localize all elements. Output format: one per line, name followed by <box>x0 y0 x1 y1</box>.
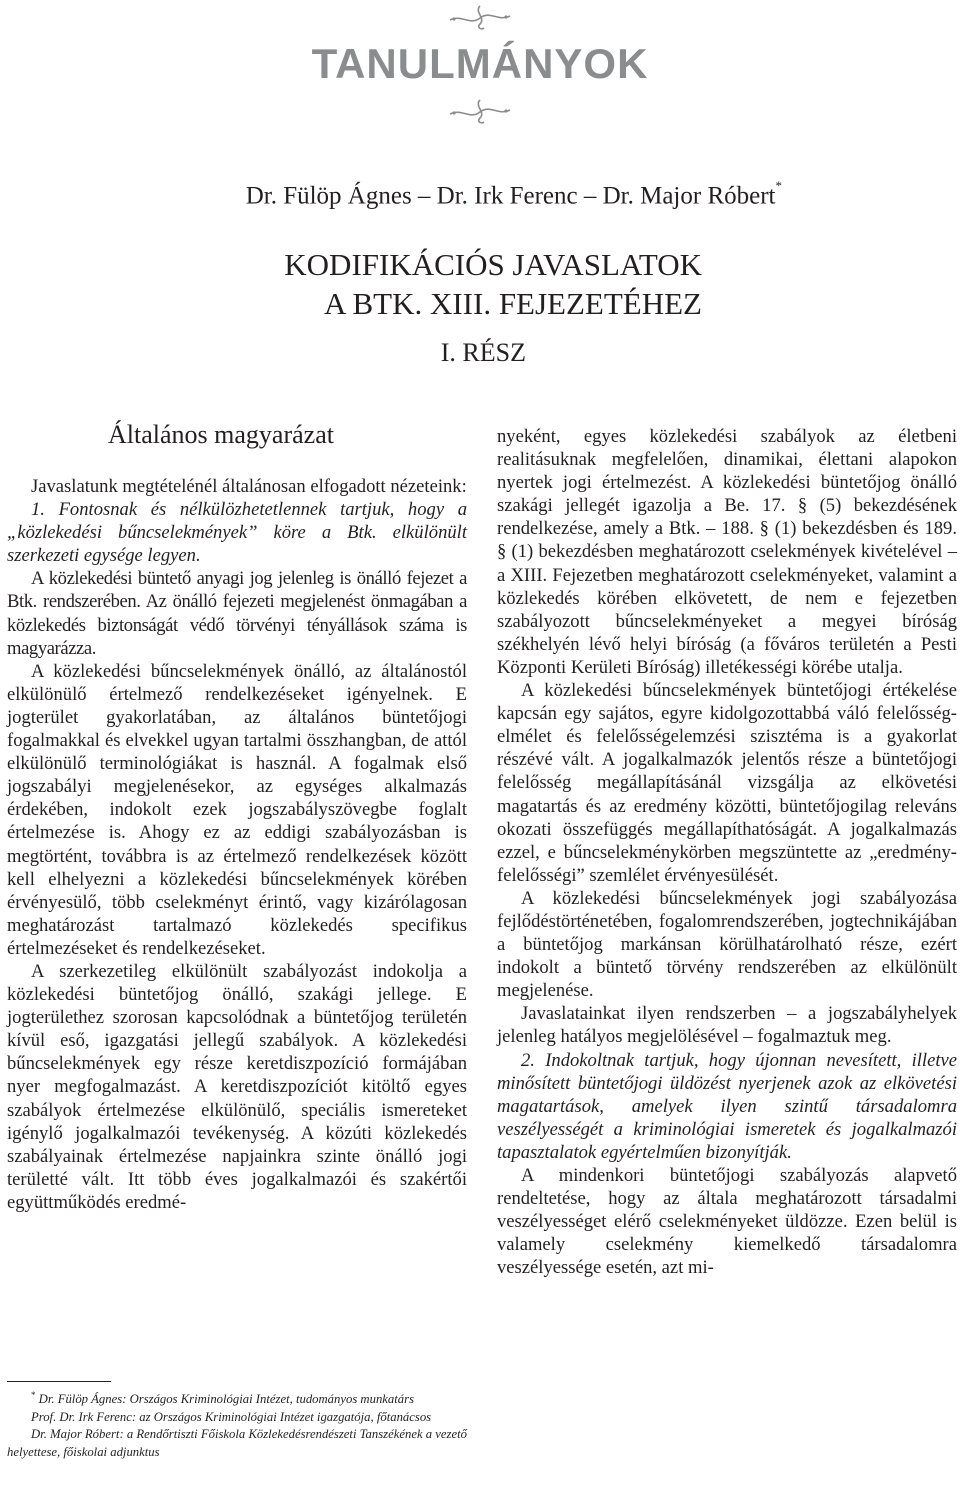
left-column <box>7 475 467 1214</box>
footnote: Dr. Major Róbert: a Rendőrtiszti Főiskola Közlekedésrendészeti Tanszékének a vezető helyettese, főiskolai adjunktus <box>7 1427 467 1459</box>
paragraph-italic: 2. Indokoltnak tartjuk, hogy újonnan nevesített, illetve minősített büntetőjogi üldözést nyerjenek azok az elkövetési magatartások, amelyek ilyen szintű társadalomra veszélyességét a kriminológiai ismeretek és jogalkalmazói tapasztalatok egyértelműen bizonyítják. <box>497 1049 957 1163</box>
footnote: Prof. Dr. Irk Ferenc: az Országos Kriminológiai Intézet igazgatója, főtanácsos <box>31 1409 432 1424</box>
footnote-divider <box>7 1381 111 1382</box>
right-column <box>497 425 957 1279</box>
flourish-ornament-icon <box>448 4 512 32</box>
part-label: I. RÉSZ <box>440 338 526 367</box>
paragraph: A szerkezetileg elkülönült szabályozást indokolja a közlekedési büntetőjog önálló, szakági jellege. E jogterülethez szorosan kapcsolódnak a büntetőjog területén kívül eső, igazgatási jellegű szabályok. A közlekedési bűncselekmények egy része keretdiszpozíció formájában nyer megfogalmazást. A keretdiszpozíciót kitöltő egyes szabályok értelmezése elkülönülő, speciális ismereteket igénylő jogalkalmazói tevékenység. A közúti közlekedés szabályainak értelmezése napjainkra szinte önálló jogi területté vált. Itt több éves jogalkalmazói és szakértői együttműködés eredmé- <box>7 960 467 1213</box>
article-title-line-1: KODIFIKÁCIÓS JAVASLATOK <box>284 247 702 282</box>
paragraph: nyeként, egyes közlekedési szabályok az életbeni realitásuknak megfelelően, dinamikai, élettani alapokon nyertek jogi értelmezést. A közlekedési büntetőjog önálló szakági jellegét igazolja a Be. 17. § (5) bekezdésének rendelkezése, amely a Btk. – 188. § (1) bekezdésben és 189. § (1) bekezdésben meghatározott cselekmények kivételével – a XIII. Fejezetben meghatározott cselekményeket, valamint a közlekedés körében elkövetett, de nem e fejezetben szabályozott bűncselekményeket a megyei bíróság székhelyén lévő helyi bíróság (a főváros területén a Pesti Központi Kerületi Bíróság) illetékességi körébe utalja. <box>497 426 957 678</box>
paragraph: A mindenkori büntetőjogi szabályozás alapvető rendeltetése, hogy az általa meghatározott társadalmi veszélyességet elérő cselekményeket üldözze. Ezen belül is valamely cselekmény kiemelkedő társadalomra veszélyessége esetén, azt mi- <box>497 1165 957 1279</box>
authors-footnote-mark: * <box>775 178 782 193</box>
footnotes <box>7 1387 467 1461</box>
paragraph: A közlekedési bűncselekmények büntetőjogi értékelése kapcsán egy sajátos, egyre kidolgozottabbá váló felelősség-elmélet és felelősségelemzési szisztéma is a gyakorlat részévé vált. A jogalkalmazók jelentős része a büntetőjogi felelősség megállapításánál vizsgálja az elkövetési magatartás és az eredmény közötti, büntetőjogilag releváns okozati összefüggés megállapíthatóságát. A jogalkalmazás ezzel, e bűncselekménykörben megszüntette az „eredmény-felelősségi” szemlélet érvényesülését. <box>497 680 957 886</box>
paragraph: Javaslatainkat ilyen rendszerben – a jogszabályhelyek jelenleg hatályos megjelölésével – fogalmaztuk meg. <box>497 1003 957 1048</box>
article-title-line-2: A BTK. XIII. FEJEZETÉHEZ <box>324 286 702 321</box>
paragraph: A közlekedési bűncselekmények jogi szabályozása fejlődéstörténetében, fogalomrendszerében, jogtechnikájában a büntetőjog markánsan körülhatárolható része, ezért indokolt a büntető törvény rendszerében az elkülönült megjelenése. <box>497 887 957 1002</box>
flourish-ornament-icon <box>448 98 512 126</box>
article-authors <box>245 178 782 210</box>
footnote-mark: * <box>31 1390 36 1400</box>
paragraph: A közlekedési bűncselekmények önálló, az általánostól elkülönülő értelmező rendelkezéseket igényelnek. E jogterület gyakorlatában, az általános büntetőjogi fogalmakkal és elvekkel ugyan tartalmi összhangban, de attól elkülönülő terminológiákat is használ. A fogalmak első jogszabályi megjelenésekor, az egységes alkalmazás érdekében, indokolt ezek jogszabályszövegbe foglalt értelmezése is. Ahogy ez az eddigi szabályozásban is megtörtént, továbbra is az értelmező rendelkezések között kell elhelyezni a közlekedési bűncselekmények körében érvényesülő, több cselekményt érintő, vagy kizárólagosan meghatározást tartalmazó közlekedés specifikus értelmezéseket és rendelkezéseket. <box>7 660 467 959</box>
section-title: TANULMÁNYOK <box>311 40 649 87</box>
paragraph: A közlekedési büntető anyagi jog jelenleg is önálló fejezet a Btk. rendszerében. Az önálló fejezeti megjelenést önmagában a közlekedés biztonságát védő törvényi tényállások száma is magyarázza. <box>7 568 467 659</box>
footnote-text: Dr. Fülöp Ágnes: Országos Kriminológiai Intézet, tudományos munkatárs <box>38 1392 415 1407</box>
paragraph: Javaslatunk megtételénél általánosan elfogadott nézeteink: <box>31 476 467 497</box>
section-heading: Általános magyarázat <box>108 420 334 449</box>
authors-text: Dr. Fülöp Ágnes – Dr. Irk Ferenc – Dr. Major Róbert <box>245 182 776 210</box>
footnote <box>7 1387 467 1409</box>
article-title <box>284 245 702 323</box>
paragraph-italic: 1. Fontosnak és nélkülözhetetlennek tartjuk, hogy a „közlekedési bűncselekmények” köre a Btk. elkülönült szerkezeti egysége legyen. <box>7 499 467 567</box>
